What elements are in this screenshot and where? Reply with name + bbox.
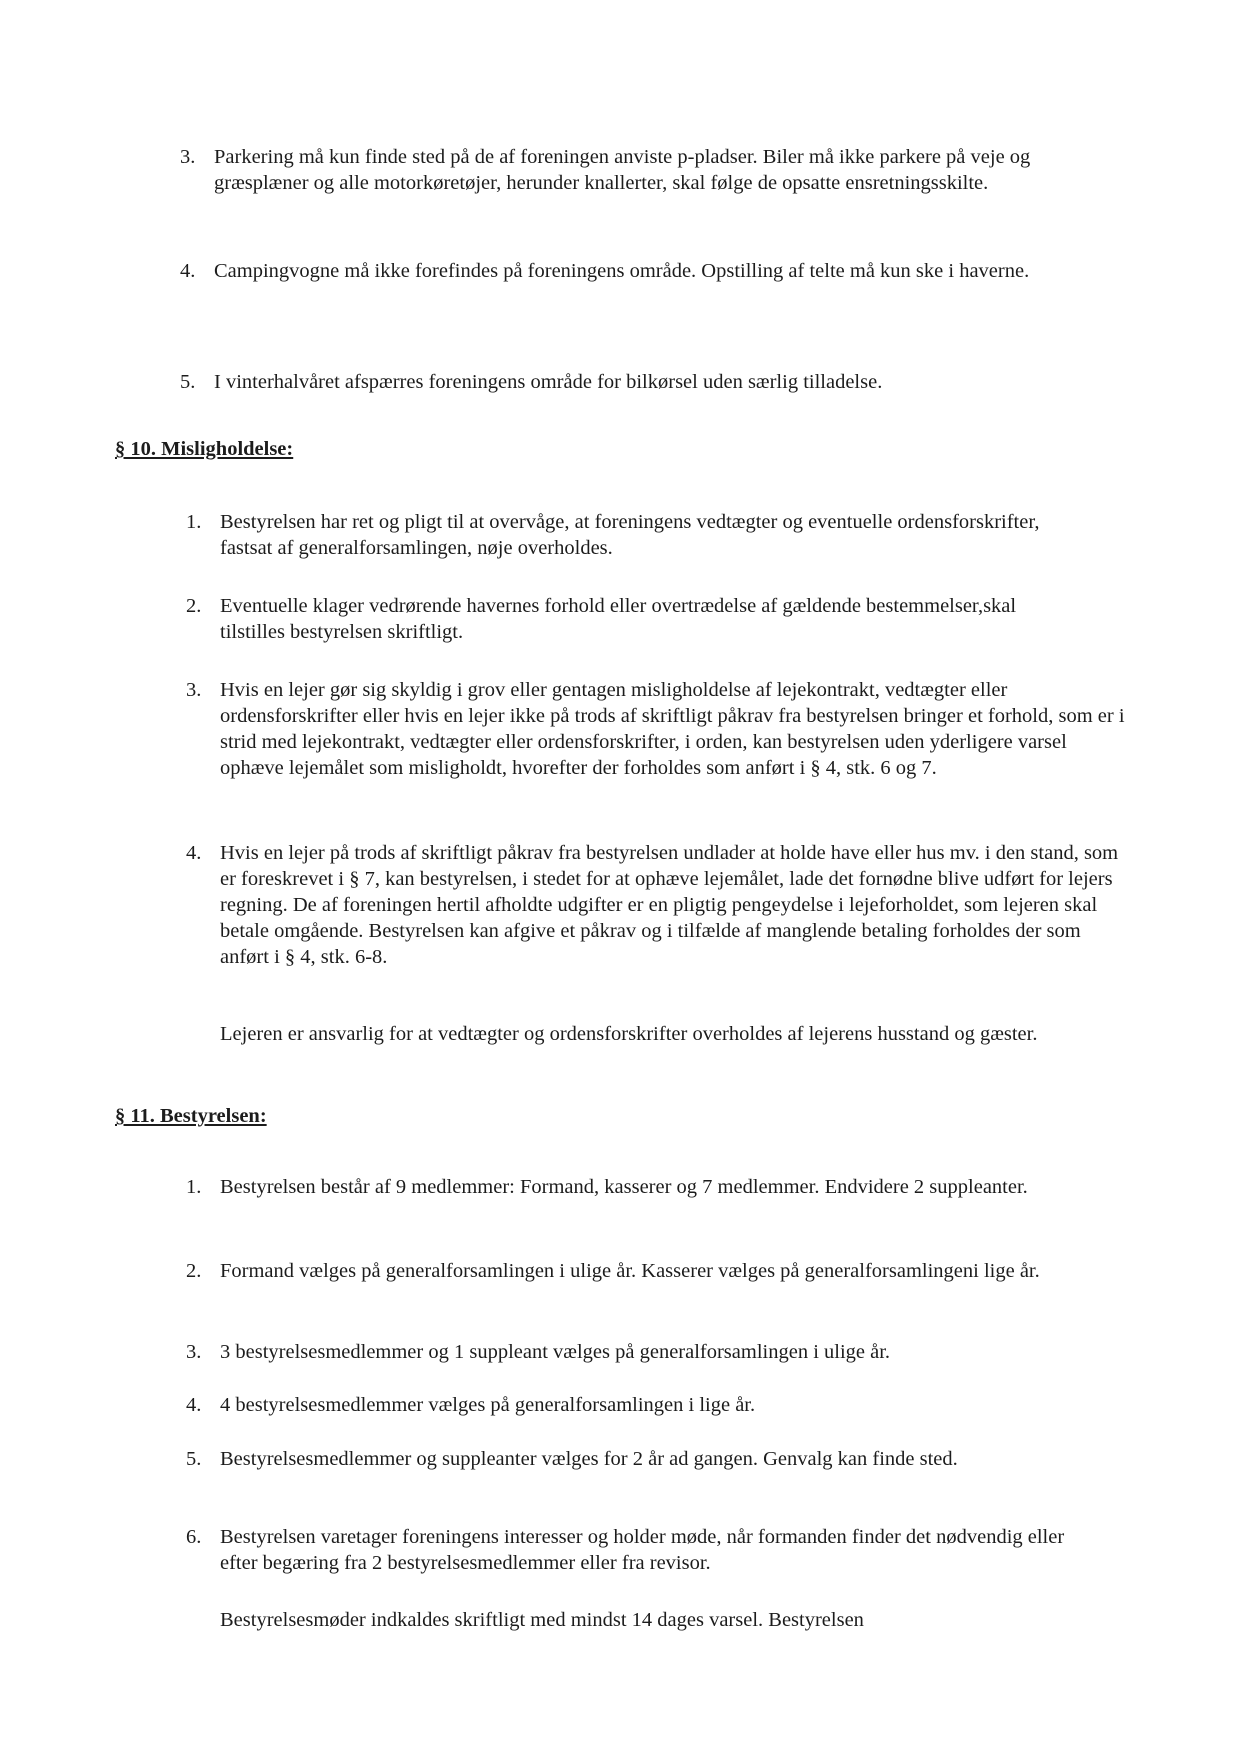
item-text: Bestyrelsen består af 9 medlemmer: Formand, kasserer og 7 medlemmer. Endvidere 2 suppleanter. <box>220 1176 1028 1198</box>
item-text: Bestyrelsen har ret og pligt til at overvåge, at foreningens vedtægter og eventuelle ordensforskrifter, fastsat af generalforsamlingen, nøje overholdes. <box>220 511 1040 559</box>
list-item <box>186 677 1126 817</box>
list-item <box>186 509 1106 563</box>
item-text: I vinterhalvåret afspærres foreningens område for bilkørsel uden særlig tilladelse. <box>214 371 883 393</box>
item-number: 4. <box>186 842 202 864</box>
list-item <box>186 1339 1106 1367</box>
list-item <box>186 593 1106 647</box>
item-number: 2. <box>186 1260 202 1282</box>
section-heading-11: § 11. Bestyrelsen: <box>115 1105 267 1127</box>
item-text: Parkering må kun finde sted på de af foreningen anviste p-pladser. Biler må ikke parkere på veje og græsplæner og alle motorkøretøjer, herunder knallerter, skal følge de opsatte ensretningsskilte. <box>214 146 1031 194</box>
closing-paragraph: Lejeren er ansvarlig for at vedtægter og ordensforskrifter overholdes af lejerens husstand og gæster. <box>220 1023 1038 1045</box>
closing-paragraph: Bestyrelsesmøder indkaldes skriftligt med mindst 14 dages varsel. Bestyrelsen <box>220 1609 864 1631</box>
item-text: Formand vælges på generalforsamlingen i ulige år. Kasserer vælges på generalforsamlingeni lige år. <box>220 1260 1040 1282</box>
list-item <box>186 1524 1126 1578</box>
item-number: 5. <box>186 1448 202 1470</box>
item-number: 3. <box>186 679 202 701</box>
item-number: 1. <box>186 511 202 533</box>
list-item <box>186 1258 1126 1312</box>
item-number: 3. <box>180 146 196 168</box>
list-item <box>180 144 1100 224</box>
item-text: 4 bestyrelsesmedlemmer vælges på generalforsamlingen i lige år. <box>220 1394 756 1416</box>
list-item <box>186 1174 1106 1228</box>
list-item <box>186 1446 1106 1474</box>
item-number: 3. <box>186 1341 202 1363</box>
list-item <box>180 369 1100 397</box>
item-text: Eventuelle klager vedrørende havernes forhold eller overtrædelse af gældende bestemmelser,skal tilstilles bestyrelsen skriftligt. <box>220 595 1017 643</box>
item-text: Bestyrelsesmedlemmer og suppleanter vælges for 2 år ad gangen. Genvalg kan finde sted. <box>220 1448 958 1470</box>
item-number: 6. <box>186 1526 202 1548</box>
item-number: 4. <box>186 1394 202 1416</box>
section-heading-10: § 10. Misligholdelse: <box>115 438 294 460</box>
list-item <box>186 1392 1106 1420</box>
item-text: 3 bestyrelsesmedlemmer og 1 suppleant vælges på generalforsamlingen i ulige år. <box>220 1341 891 1363</box>
item-text: Bestyrelsen varetager foreningens interesser og holder møde, når formanden finder det nødvendig eller efter begæring fra 2 bestyrelsesmedlemmer eller fra revisor. <box>220 1526 1065 1574</box>
item-text: Hvis en lejer gør sig skyldig i grov eller gentagen misligholdelse af lejekontrakt, vedtægter eller ordensforskrifter eller hvis en lejer ikke på trods af skriftligt påkrav fra bestyrelsen bringer et forhold, som er i strid med lejekontrakt, vedtægter eller ordensforskrifter, i orden, kan bestyrelsen uden yderligere varsel ophæve lejemålet som misligholdt, hvorefter der forholdes som anført i § 4, stk. 6 og 7. <box>220 679 1125 779</box>
item-number: 2. <box>186 595 202 617</box>
item-number: 1. <box>186 1176 202 1198</box>
item-text: Hvis en lejer på trods af skriftligt påkrav fra bestyrelsen undlader at holde have eller hus mv. i den stand, som er foreskrevet i § 7, kan bestyrelsen, i stedet for at ophæve lejemålet, lade det fornødne blive udført for lejers regning. De af foreningen hertil afholdte udgifter er en pligtig pengeydelse i lejeforholdet, som lejeren skal betale omgående. Bestyrelsen kan afgive et påkrav og i tilfælde af manglende betaling forholdes der som anført i § 4, stk. 6-8. <box>220 842 1119 968</box>
list-item <box>186 840 1126 980</box>
item-number: 4. <box>180 260 196 282</box>
item-number: 5. <box>180 371 196 393</box>
list-item <box>180 258 1100 312</box>
item-text: Campingvogne må ikke forefindes på foreningens område. Opstilling af telte må kun ske i haverne. <box>214 260 1030 282</box>
